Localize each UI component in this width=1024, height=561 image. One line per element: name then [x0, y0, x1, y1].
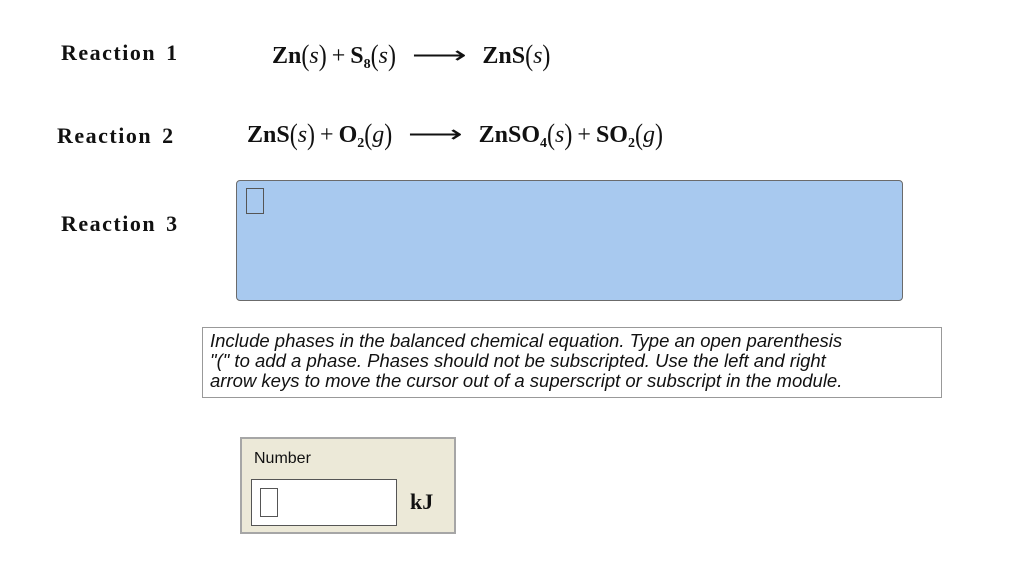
equation-cursor-placeholder[interactable] [246, 188, 264, 214]
reaction-arrow: ⟶ [411, 41, 467, 69]
reaction-2-label: Reaction 2 [57, 123, 175, 148]
reaction-2-equation: $ZnS(s) + O_2(g)$ ⟶ ZnSO$_4$(s) + $SO_2(g)$ [247, 118, 663, 152]
reaction-3-equation-input[interactable] [236, 180, 903, 301]
reaction-1-label: Reaction 1 [61, 40, 179, 65]
number-answer-panel [240, 437, 456, 534]
reaction-1-equation: $Zn(s) + S_8(s)$ ⟶ ZnS(s) [272, 39, 551, 73]
number-input[interactable] [251, 479, 397, 526]
instructions-hint: Include phases in the balanced chemical equation. Type an open parenthesis "(" to add a phase. Phases should not be subscripted. Use the left and right arrow keys to move the cursor out of a superscript or subscript in the module. [202, 327, 942, 398]
reaction-arrow: ⟶ [407, 120, 463, 148]
reaction-3-label: Reaction 3 [61, 211, 179, 236]
number-label: Number [254, 450, 311, 467]
unit-label: kJ [410, 489, 434, 514]
number-cursor-placeholder[interactable] [260, 488, 278, 517]
